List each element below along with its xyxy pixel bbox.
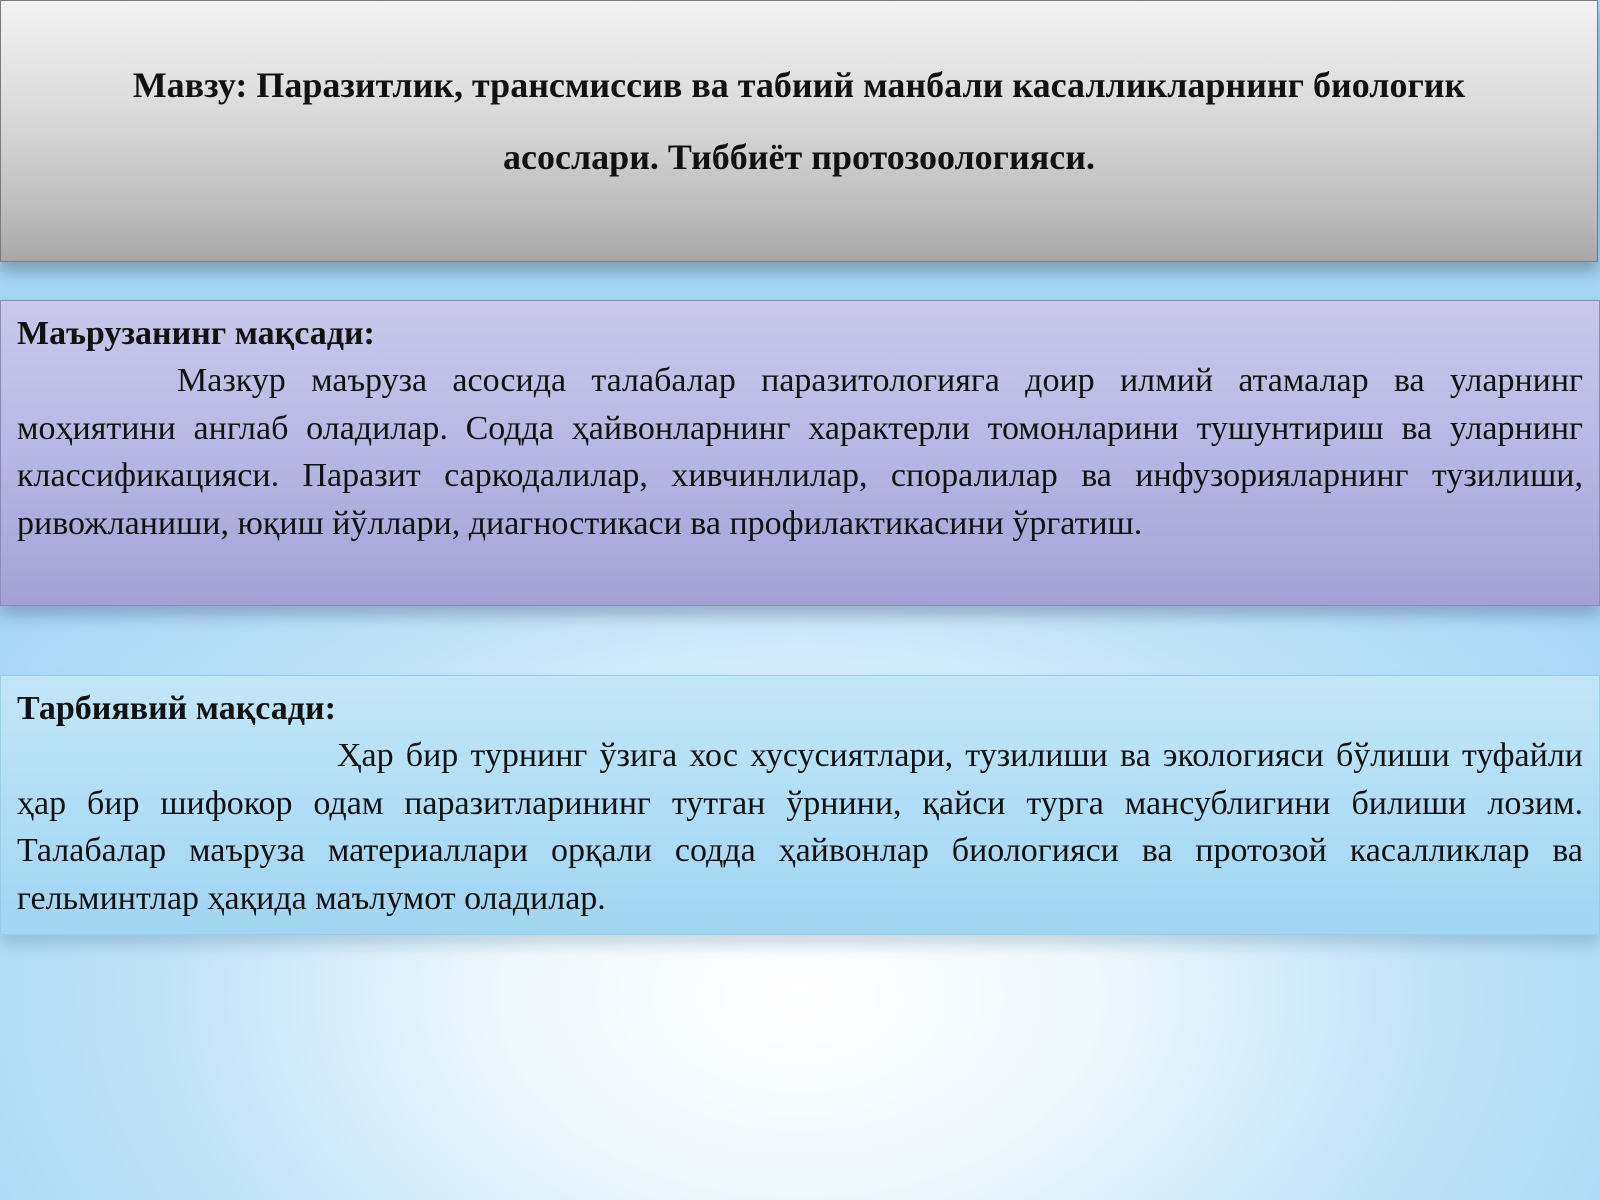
educational-goal-box [0,675,1600,935]
slide-title-line-1: Мавзу: Паразитлик, трансмиссив ва табиий манбали касалликларнинг биологик [132,65,1466,105]
slide-title-line-2: асослари. Тиббиёт протозоологияси. [503,137,1095,177]
lecture-goal-box [0,300,1600,606]
title-box [0,0,1598,262]
educational-goal-text: Ҳар бир турнинг ўзига хос хусусиятлари, тузилиши ва экологияси бўлиши туфайли ҳар бир шифокор одам паразитларининг тутган ўрнини, қайси турга мансублигини билиши лозим. Талабалар маъруза материаллари орқали содда ҳайвонлар биологияси ва протозой касалликлар ва гельминтлар ҳақида маълумот оладилар. [17,737,1583,917]
slide-title [41,49,1557,193]
lecture-goal-heading: Маърузанинг мақсади: [17,315,375,352]
lecture-goal-text: Мазкур маъруза асосида талабалар паразитологияга доир илмий атамалар ва уларнинг моҳиятини англаб оладилар. Содда ҳайвонларнинг характерли томонларини тушунтириш ва уларнинг классификацияси. Паразит саркодалилар, хивчинлилар, споралилар ва инфузорияларнинг тузилиши, ривожланиши, юқиш йўллари, диагностикаси ва профилактикасини ўргатиш. [17,362,1583,542]
educational-goal-heading: Тарбиявий мақсади: [17,690,336,727]
